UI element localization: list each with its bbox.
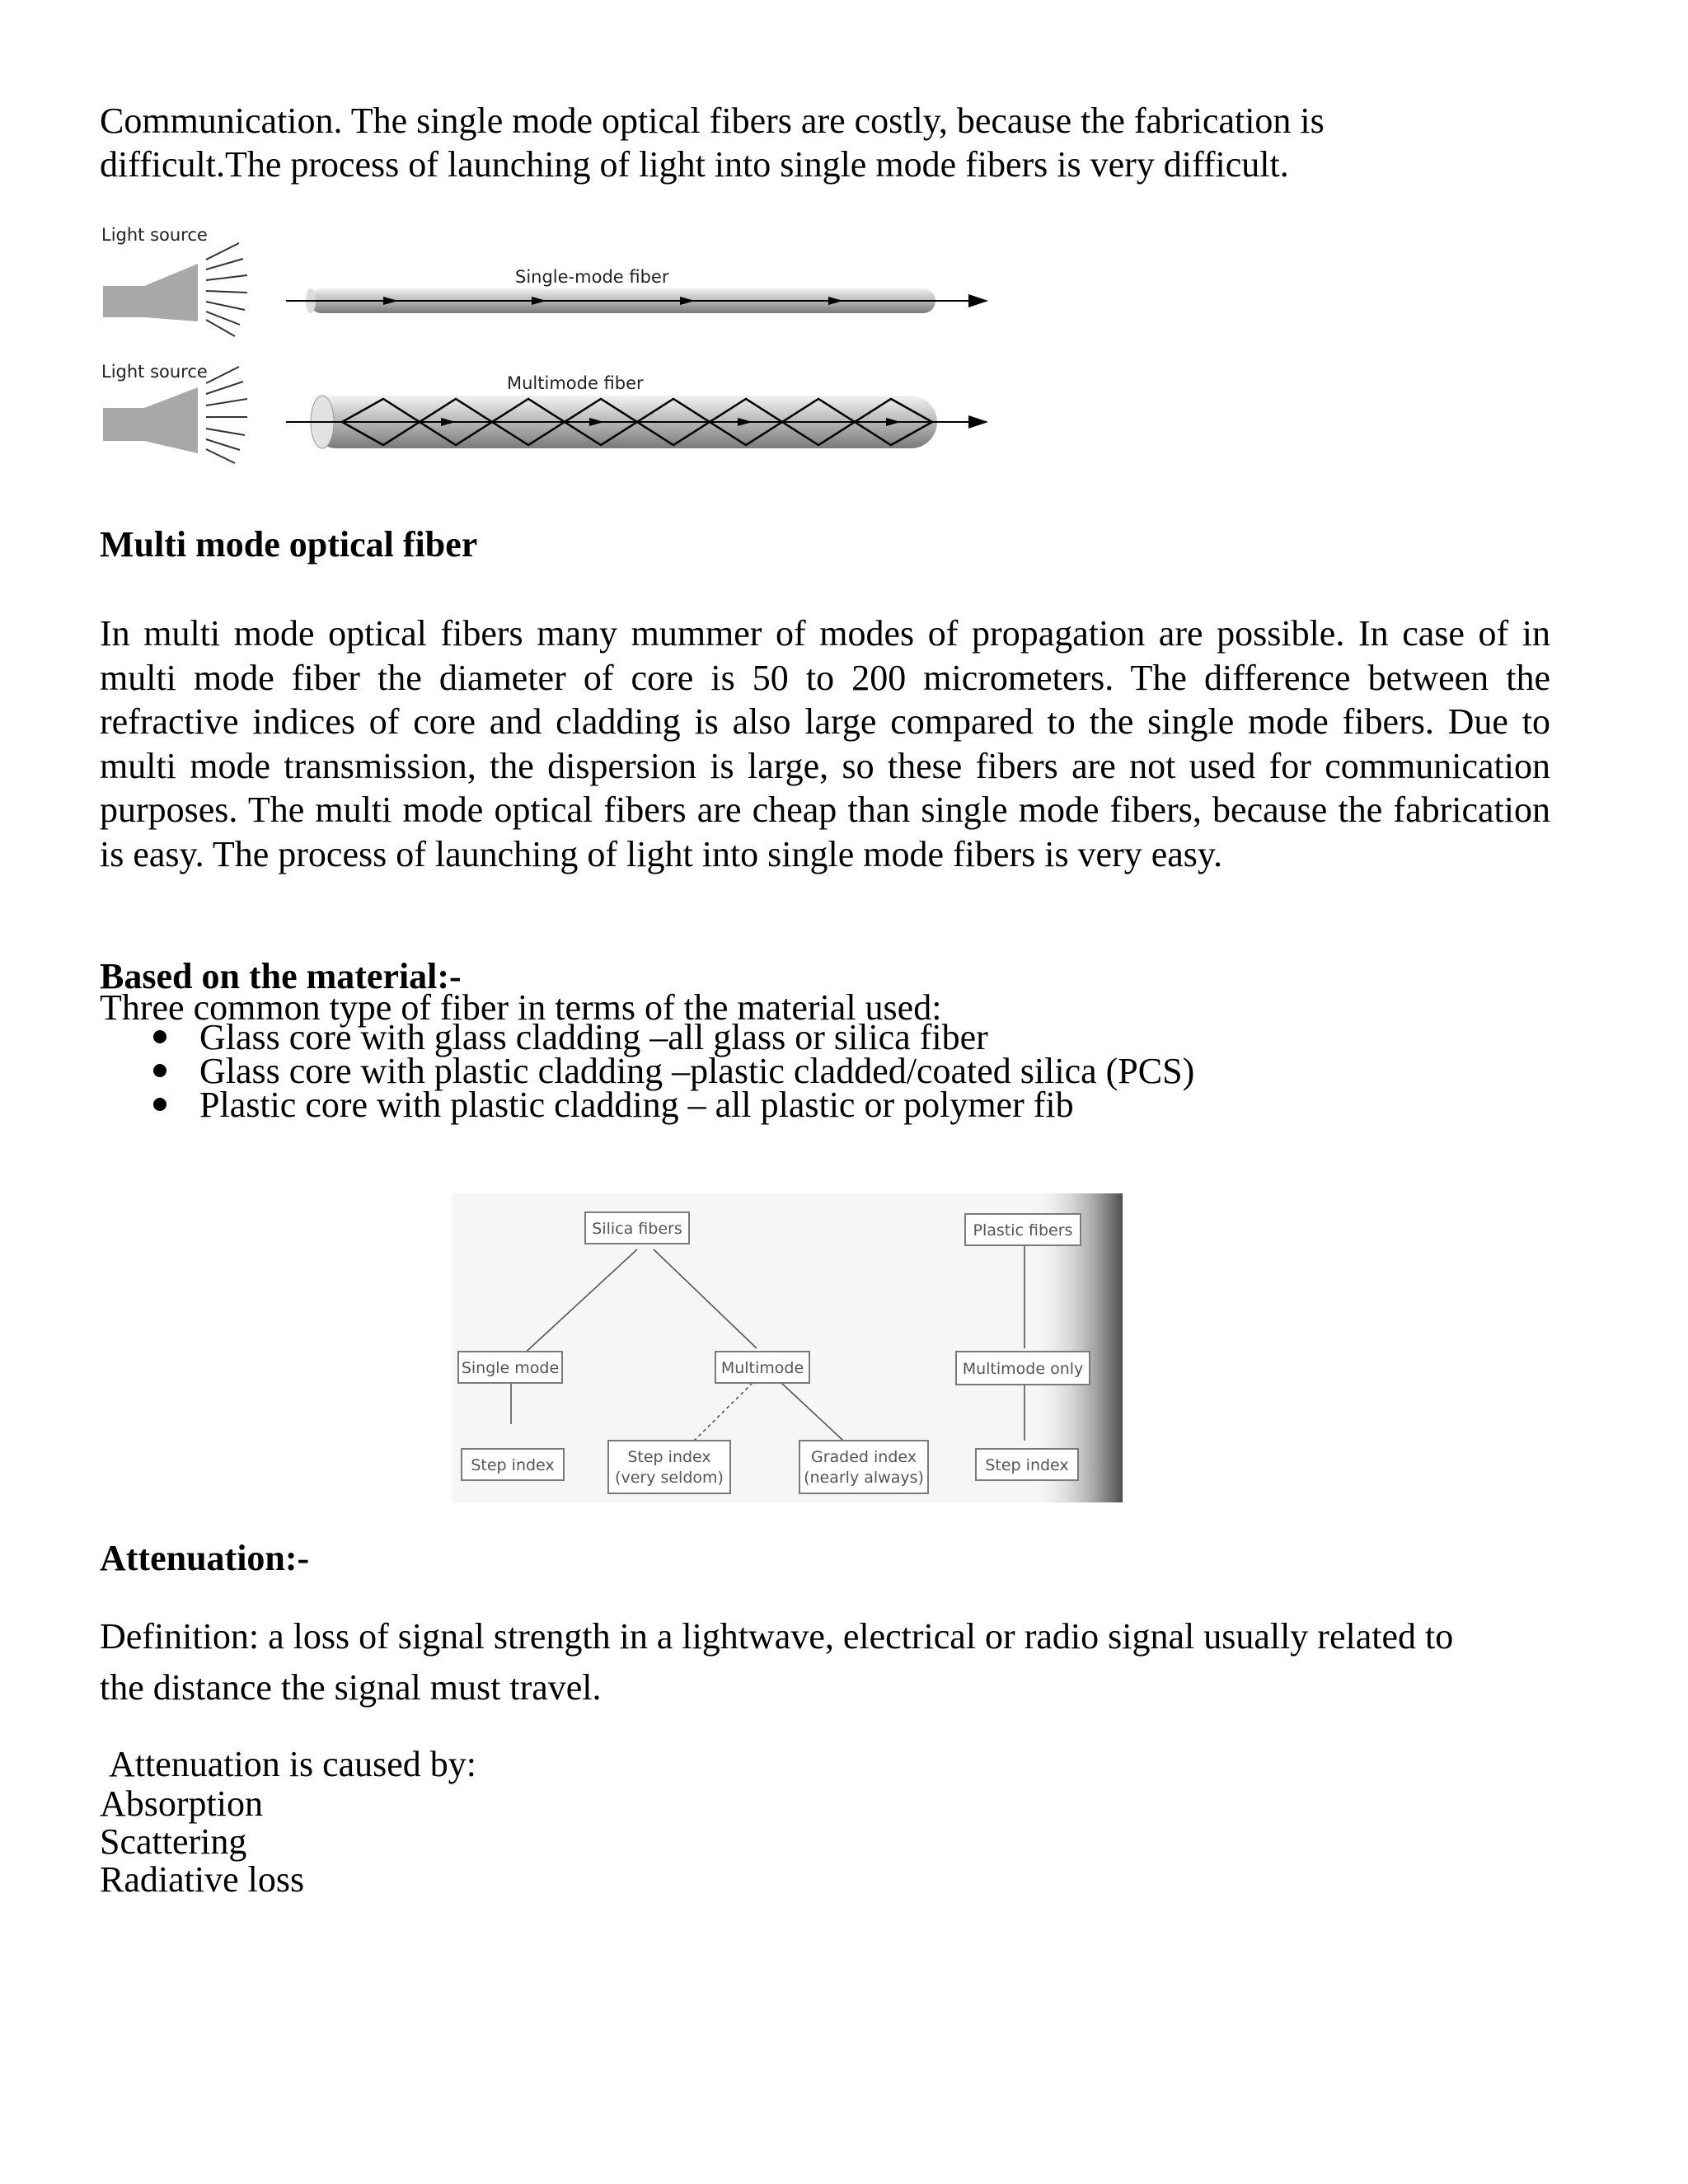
material-heading: Based on the material:- (100, 956, 462, 996)
list-item: Radiative loss (100, 1859, 305, 1900)
attenuation-definition-line-1: Definition: a loss of signal strength in a lightwave, electrical or radio signal usually related to (100, 1616, 1454, 1657)
material-intro: Three common type of fiber in terms of the material used: (100, 987, 942, 1028)
attenuation-caused-by: Attenuation is caused by: (109, 1744, 477, 1784)
fiber-classification-figure (452, 1193, 1123, 1502)
single-mode-fiber-label: Single-mode fiber (515, 267, 669, 287)
list-item-text: Plastic core with plastic cladding – all plastic or polymer fib (199, 1085, 1074, 1125)
plastic-fibers-box: Plastic fibers (973, 1221, 1073, 1240)
graded-index-box-line1: Graded index (810, 1448, 917, 1466)
graded-index-box-line2: (nearly always) (804, 1469, 924, 1487)
top-light-source-icon (103, 243, 247, 336)
bottom-light-source-label: Light source (101, 362, 208, 382)
intro-line-2: difficult.The process of launching of light into single mode fibers is very difficult. (100, 144, 1289, 185)
list-item: Absorption (100, 1783, 263, 1824)
step-index-seldom-box-line1: Step index (627, 1448, 711, 1466)
list-item (100, 1085, 1194, 1125)
attenuation-heading: Attenuation:- (100, 1538, 310, 1578)
multimode-paragraph: In multi mode optical fibers many mummer of modes of propagation are possible. In case of in multi mode fiber the diameter of core is 50 to 200 micrometers. The difference between the refractive indices of core and cladding is also large compared to the single mode fibers. Due to multi mode transmission, the dispersion is large, so these fibers are not used for communication purposes. The multi mode optical fibers are cheap than single mode fibers, because the fabrication is easy. The process of launching of light into single mode fibers is very easy. (100, 613, 1550, 874)
attenuation-definition-line-2: the distance the signal must travel. (100, 1667, 602, 1708)
intro-line-1: Communication. The single mode optical fibers are costly, because the fabrication is (100, 101, 1325, 141)
list-item (100, 1017, 1194, 1057)
top-light-source-label: Light source (101, 225, 208, 245)
step-index-seldom-box-line2: (very seldom) (615, 1469, 724, 1487)
multimode-heading: Multi mode optical fiber (100, 524, 478, 565)
material-list (100, 1017, 1195, 1125)
bullet-icon (153, 1064, 166, 1077)
bullet-icon (153, 1030, 166, 1043)
multimode-only-box: Multimode only (962, 1360, 1084, 1378)
list-item-text: Glass core with glass cladding –all glass or silica fiber (199, 1017, 988, 1057)
step-index-left-box: Step index (471, 1456, 555, 1474)
bullet-icon (153, 1098, 166, 1111)
list-item-text: Glass core with plastic cladding –plastic cladded/coated silica (PCS) (199, 1051, 1195, 1091)
single-mode-box: Single mode (461, 1359, 560, 1377)
attenuation-causes-list (100, 1785, 304, 1899)
fiber-mode-figure (95, 223, 1010, 486)
multimode-box: Multimode (720, 1359, 804, 1377)
list-item (100, 1051, 1195, 1091)
multimode-fiber-label: Multimode fiber (507, 373, 644, 393)
step-index-right-box: Step index (985, 1456, 1069, 1474)
list-item: Scattering (100, 1821, 247, 1862)
silica-fibers-box: Silica fibers (592, 1220, 682, 1238)
